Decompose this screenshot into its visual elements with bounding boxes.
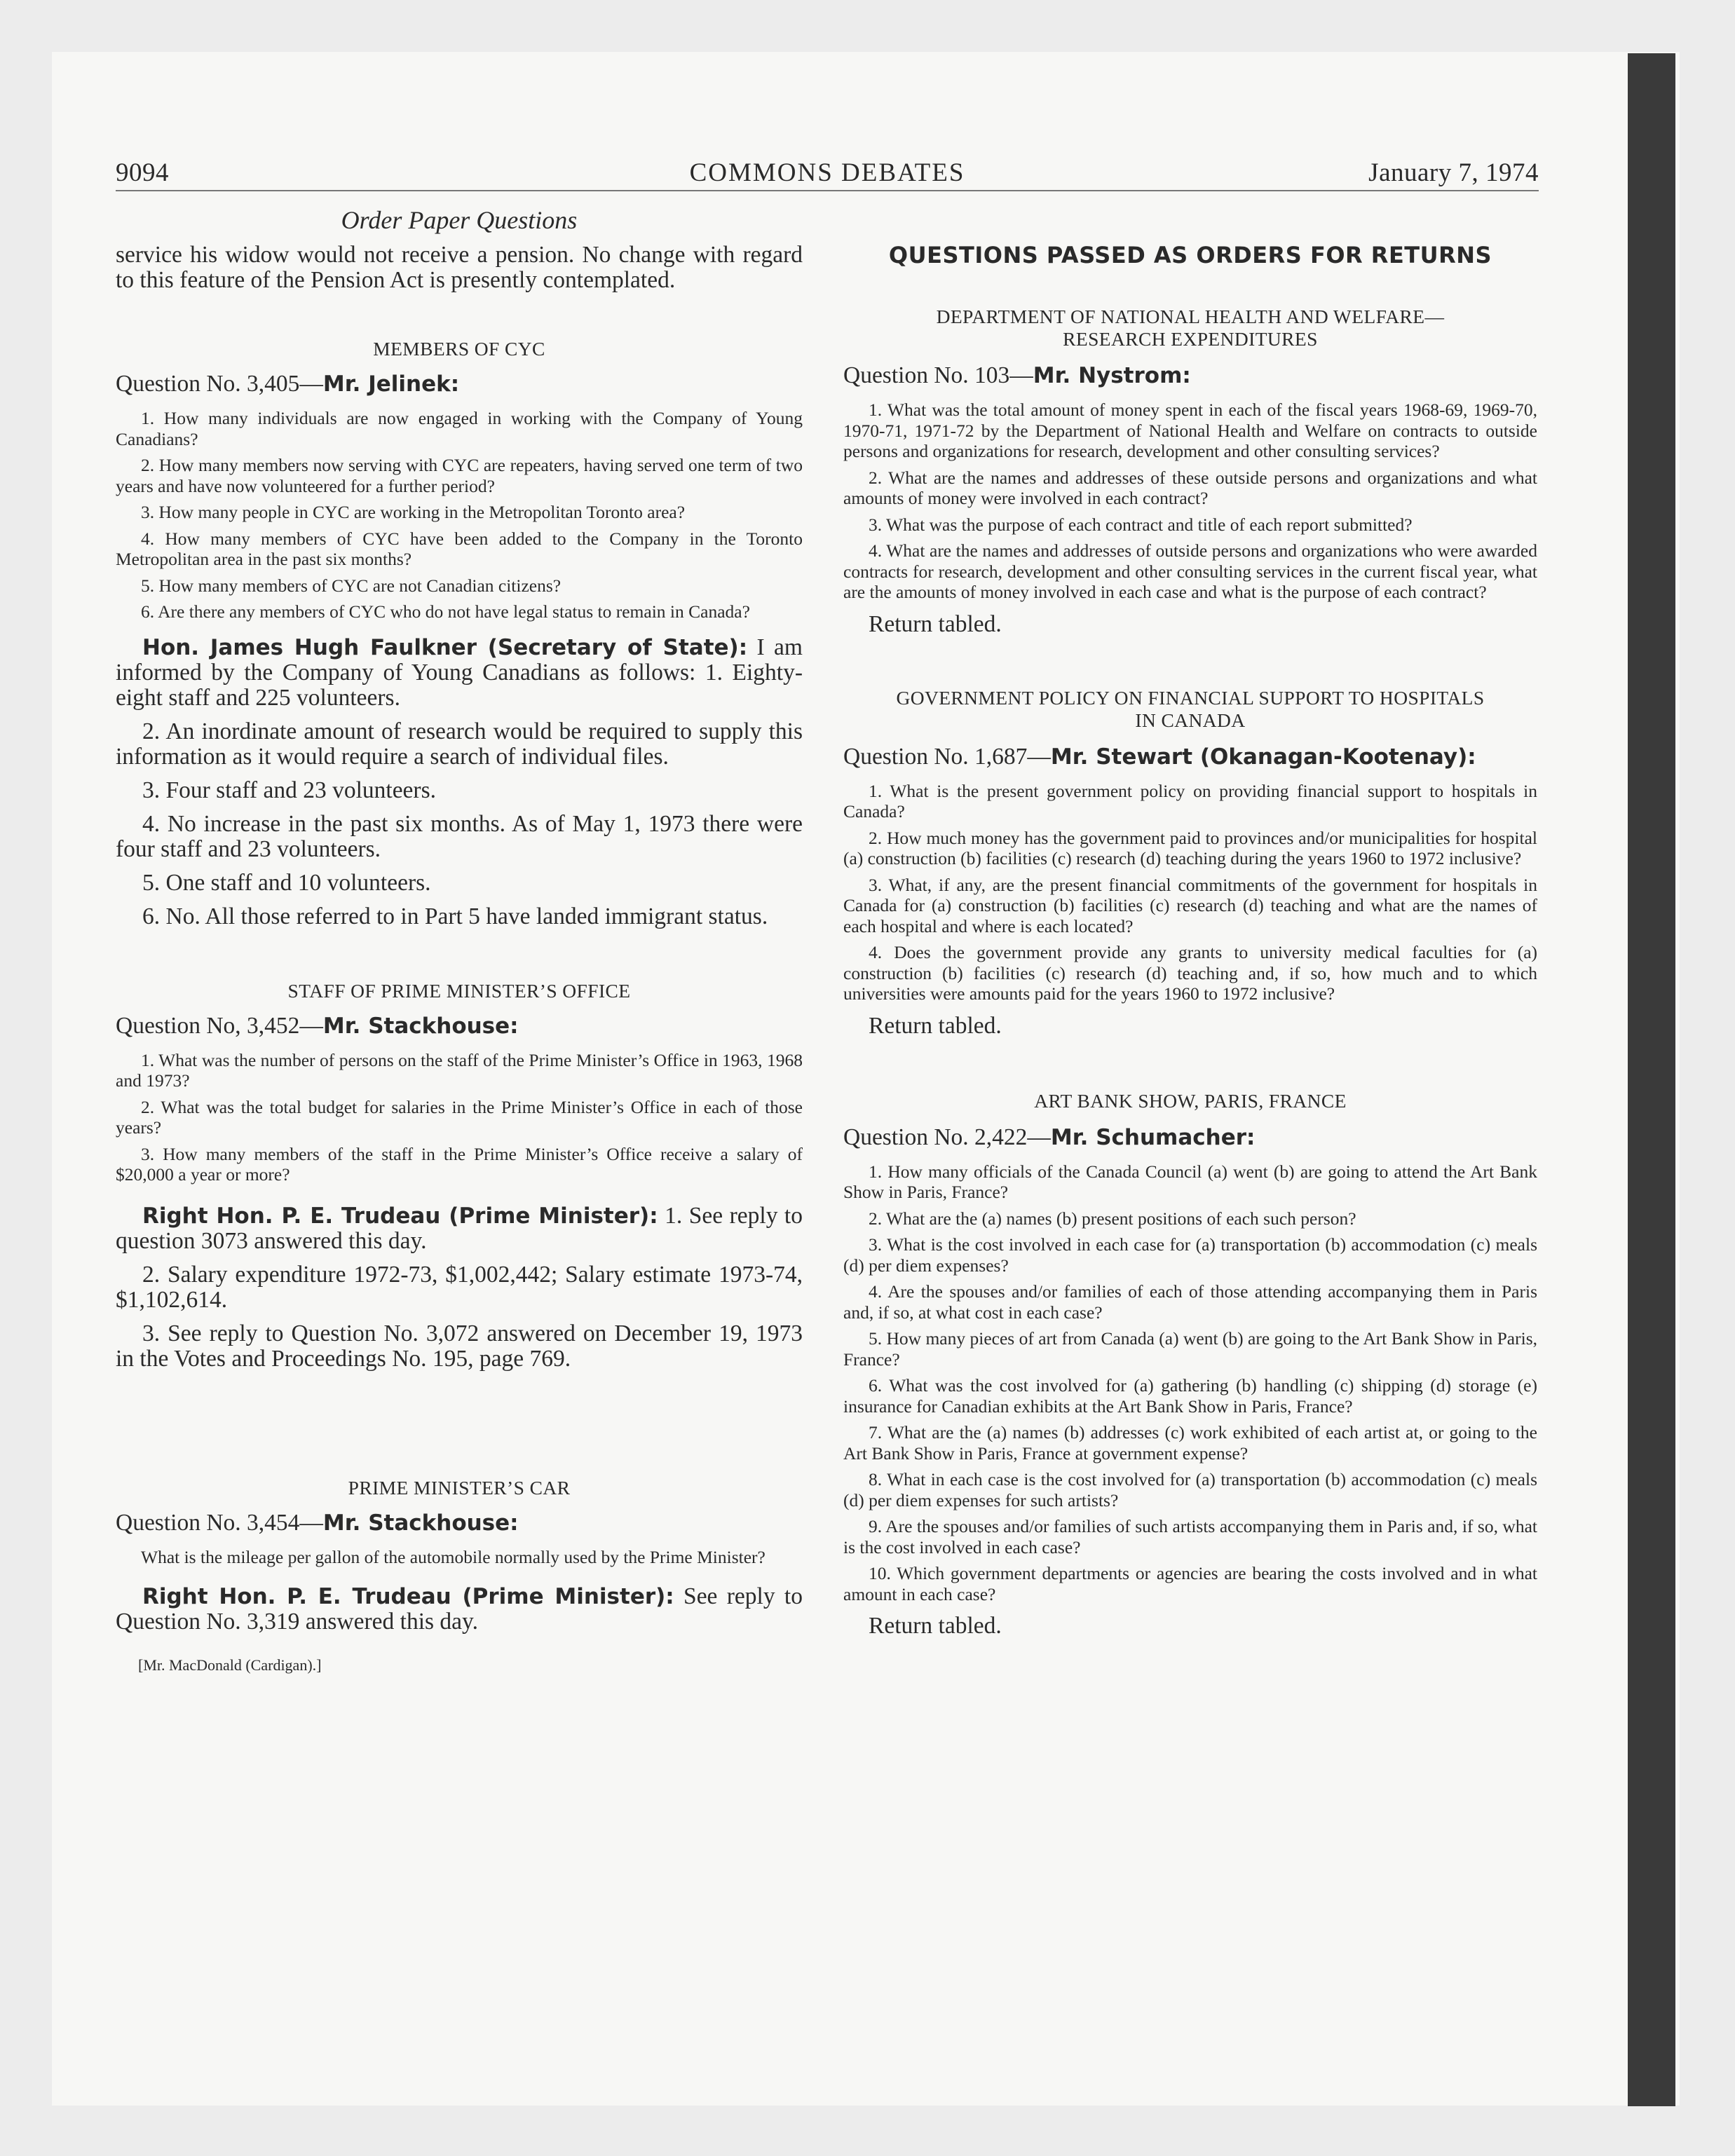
- return-tabled: Return tabled.: [869, 1613, 1002, 1639]
- question-item: 3. What, if any, are the present financial commitments of the government for hospitals in Canada for (a) construction (b) facilities (c) research (d) teaching and what are the names of each hospital and where is each located?: [843, 874, 1537, 936]
- question-item: 6. What was the cost involved for (a) gathering (b) handling (c) shipping (d) storage (e) insurance for Canadian exhibits at the Art Bank Show in Paris, France?: [843, 1375, 1537, 1417]
- question-item: 7. What are the (a) names (b) addresses (c) work exhibited of each artist at, or going to the Art Bank Show in Paris, France at government expense?: [843, 1422, 1537, 1464]
- section-heading: ART BANK SHOW, PARIS, FRANCE: [1034, 1089, 1347, 1112]
- question-item: 5. How many pieces of art from Canada (a) went (b) are going to the Art Bank Show in Paris, France?: [843, 1328, 1537, 1370]
- question-line: [843, 362, 1537, 390]
- question-number: Question No. 3,405—: [116, 371, 323, 397]
- question-item: 1. How many individuals are now engaged in working with the Company of Young Canadians?: [116, 408, 803, 449]
- question-line: [116, 1012, 803, 1040]
- section-heading: GOVERNMENT POLICY ON FINANCIAL SUPPORT TO HOSPITALS IN CANADA: [896, 686, 1485, 731]
- answer-paragraph: 3. Four staff and 23 volunteers.: [142, 777, 436, 803]
- question-item: 2. How many members now serving with CYC are repeaters, having served one term of two years and have now volunteered for a further period?: [116, 455, 803, 496]
- page-number: 9094: [116, 158, 169, 187]
- orders-for-returns-banner: QUESTIONS PASSED AS ORDERS FOR RETURNS: [888, 242, 1492, 268]
- question-items: [843, 781, 1537, 1004]
- answer-paragraph: 6. No. All those referred to in Part 5 have landed immigrant status.: [142, 903, 768, 929]
- speaker-name: Right Hon. P. E. Trudeau (Prime Minister):: [142, 1584, 674, 1609]
- question-member: Mr. Nystrom:: [1033, 363, 1191, 388]
- question-item: 3. How many members of the staff in the Prime Minister’s Office receive a salary of $20,000 a year or more?: [116, 1143, 803, 1185]
- question-item: 4. Are the spouses and/or families of each of those attending accompanying them in Paris and, if so, at what cost in each case?: [843, 1281, 1537, 1323]
- question-number: Question No. 2,422—: [843, 1124, 1051, 1150]
- section-hospital-support: [843, 687, 1537, 1039]
- question-item: 2. What are the (a) names (b) present positions of each such person?: [869, 1208, 1356, 1229]
- question-items: [843, 1161, 1537, 1605]
- speaker-name: Right Hon. P. E. Trudeau (Prime Minister):: [142, 1203, 658, 1229]
- question-item: 1. What was the number of persons on the staff of the Prime Minister’s Office in 1963, 1968 and 1973?: [116, 1049, 803, 1091]
- section-heading: MEMBERS OF CYC: [373, 338, 545, 360]
- question-member: Mr. Stewart (Okanagan-Kootenay):: [1050, 744, 1476, 770]
- speaker-name: Hon. James Hugh Faulkner (Secretary of State):: [142, 634, 748, 660]
- question-member: Mr. Stackhouse:: [322, 1013, 519, 1039]
- question-item: 2. What was the total budget for salaries in the Prime Minister’s Office in each of those years?: [116, 1096, 803, 1138]
- section-art-bank-show: [843, 1090, 1537, 1640]
- question-member: Mr. Schumacher:: [1050, 1124, 1256, 1150]
- answer-paragraph: 4. No increase in the past six months. As of May 1, 1973 there were four staff and 23 volunteers.: [116, 810, 803, 862]
- answer-text: 1. See reply to question 3073 answered this day.: [116, 1202, 803, 1254]
- issue-date: January 7, 1974: [1368, 158, 1539, 187]
- question-items: [843, 400, 1537, 603]
- scan-edge-bar: [1628, 53, 1675, 2106]
- section-health-welfare: [843, 306, 1537, 638]
- section-prime-ministers-car: [116, 1477, 803, 1635]
- question-item: 1. How many officials of the Canada Council (a) went (b) are going to attend the Art Bank Show in Paris, France?: [843, 1161, 1537, 1202]
- answer-text: I am informed by the Company of Young Canadians as follows: 1. Eighty-eight staff and 225 volunteers.: [116, 634, 803, 711]
- section-heading: PRIME MINISTER’S CAR: [348, 1476, 571, 1499]
- question-item: 6. Are there any members of CYC who do not have legal status to remain in Canada?: [141, 601, 750, 622]
- section-members-of-cyc: [116, 338, 803, 929]
- section-heading: DEPARTMENT OF NATIONAL HEALTH AND WELFARE— RESEARCH EXPENDITURES: [936, 306, 1445, 350]
- publication-title: COMMONS DEBATES: [689, 158, 965, 187]
- question-item: 1. What was the total amount of money spent in each of the fiscal years 1968-69, 1969-70, 1970-71, 1971-72 by the Department of National Health and Welfare on contracts to outside persons and organizations for research, development and other consulting services?: [843, 400, 1537, 461]
- question-item: 9. Are the spouses and/or families of such artists accompanying them in Paris and, if so, what is the cost involved in each case?: [843, 1516, 1537, 1557]
- answer-intro: [116, 1203, 803, 1254]
- question-item: 10. Which government departments or agencies are bearing the costs involved and in what amount in each case?: [843, 1563, 1537, 1604]
- question-items: [116, 1050, 803, 1185]
- question-item: 8. What in each case is the cost involved for (a) transportation (b) accommodation (c) meals (d) per diem expenses for such artists?: [843, 1469, 1537, 1510]
- continued-text: service his widow would not receive a pension. No change with regard to this feature of the Pension Act is presently contemplated.: [116, 242, 803, 293]
- question-item: 5. How many members of CYC are not Canadian citizens?: [141, 575, 562, 596]
- question-item: 3. What is the cost involved in each case for (a) transportation (b) accommodation (c) meals (d) per diem expenses?: [843, 1234, 1537, 1276]
- speaker-footnote: [Mr. MacDonald (Cardigan).]: [138, 1656, 322, 1674]
- section-heading: STAFF OF PRIME MINISTER’S OFFICE: [287, 979, 631, 1002]
- question-number: Question No. 3,454—: [116, 1509, 323, 1536]
- question-line: [843, 1124, 1537, 1152]
- question-item: 1. What is the present government policy on providing financial support to hospitals in Canada?: [843, 780, 1537, 821]
- right-column: [843, 205, 1537, 1639]
- answer-intro: [116, 1584, 803, 1635]
- question-item: 4. How many members of CYC have been added to the Company in the Toronto Metropolitan area in the past six months?: [116, 528, 803, 569]
- question-item: 3. What was the purpose of each contract and title of each report submitted?: [869, 514, 1413, 535]
- question-member: Mr. Stackhouse:: [322, 1510, 519, 1536]
- question-number: Question No, 3,452—: [116, 1012, 323, 1039]
- question-item: What is the mileage per gallon of the automobile normally used by the Prime Minister?: [141, 1546, 766, 1567]
- question-member: Mr. Jelinek:: [322, 371, 460, 397]
- answer-paragraph: 5. One staff and 10 volunteers.: [142, 869, 431, 896]
- return-tabled: Return tabled.: [869, 1012, 1002, 1039]
- question-item: 2. How much money has the government paid to provinces and/or municipalities for hospital (a) construction (b) facilities (c) research (d) teaching during the years 1960 to 1972 inclusive?: [843, 827, 1537, 868]
- question-item: 4. Does the government provide any grants to university medical faculties for (a) construction (b) facilities (c) research (d) teaching and, if so, how much and to which universities were amounts paid for the years 1960 to 1972 inclusive?: [843, 942, 1537, 1004]
- running-head: Order Paper Questions: [341, 206, 578, 234]
- question-line: [843, 743, 1537, 771]
- question-line: [116, 370, 803, 398]
- answer-text: See reply to Question No. 3,319 answered this day.: [116, 1583, 803, 1635]
- question-item: 3. How many people in CYC are working in the Metropolitan Toronto area?: [141, 502, 686, 522]
- question-number: Question No. 1,687—: [843, 743, 1051, 770]
- question-item: 4. What are the names and addresses of outside persons and organizations who were awarded contracts for research, development and other consulting services in the current fiscal year, what are the amounts of money involved in each case and what is the purpose of each contract?: [843, 540, 1537, 602]
- answer-paragraph: 2. An inordinate amount of research would be required to supply this information as it would require a search of individual files.: [116, 718, 803, 770]
- question-item: 2. What are the names and addresses of these outside persons and organizations and what amounts of money were involved in each contract?: [843, 467, 1537, 508]
- question-items: [116, 408, 803, 622]
- question-line: [116, 1509, 803, 1537]
- answer-intro: [116, 635, 803, 711]
- answer-paragraph: 3. See reply to Question No. 3,072 answered on December 19, 1973 in the Votes and Proceedings No. 195, page 769.: [116, 1320, 803, 1372]
- question-number: Question No. 103—: [843, 362, 1033, 388]
- left-column: [116, 205, 803, 1691]
- section-staff-of-pmo: [116, 980, 803, 1372]
- return-tabled: Return tabled.: [869, 610, 1002, 637]
- page-header: [116, 158, 1539, 191]
- answer-paragraph: 2. Salary expenditure 1972-73, $1,002,442; Salary estimate 1973-74, $1,102,614.: [116, 1261, 803, 1313]
